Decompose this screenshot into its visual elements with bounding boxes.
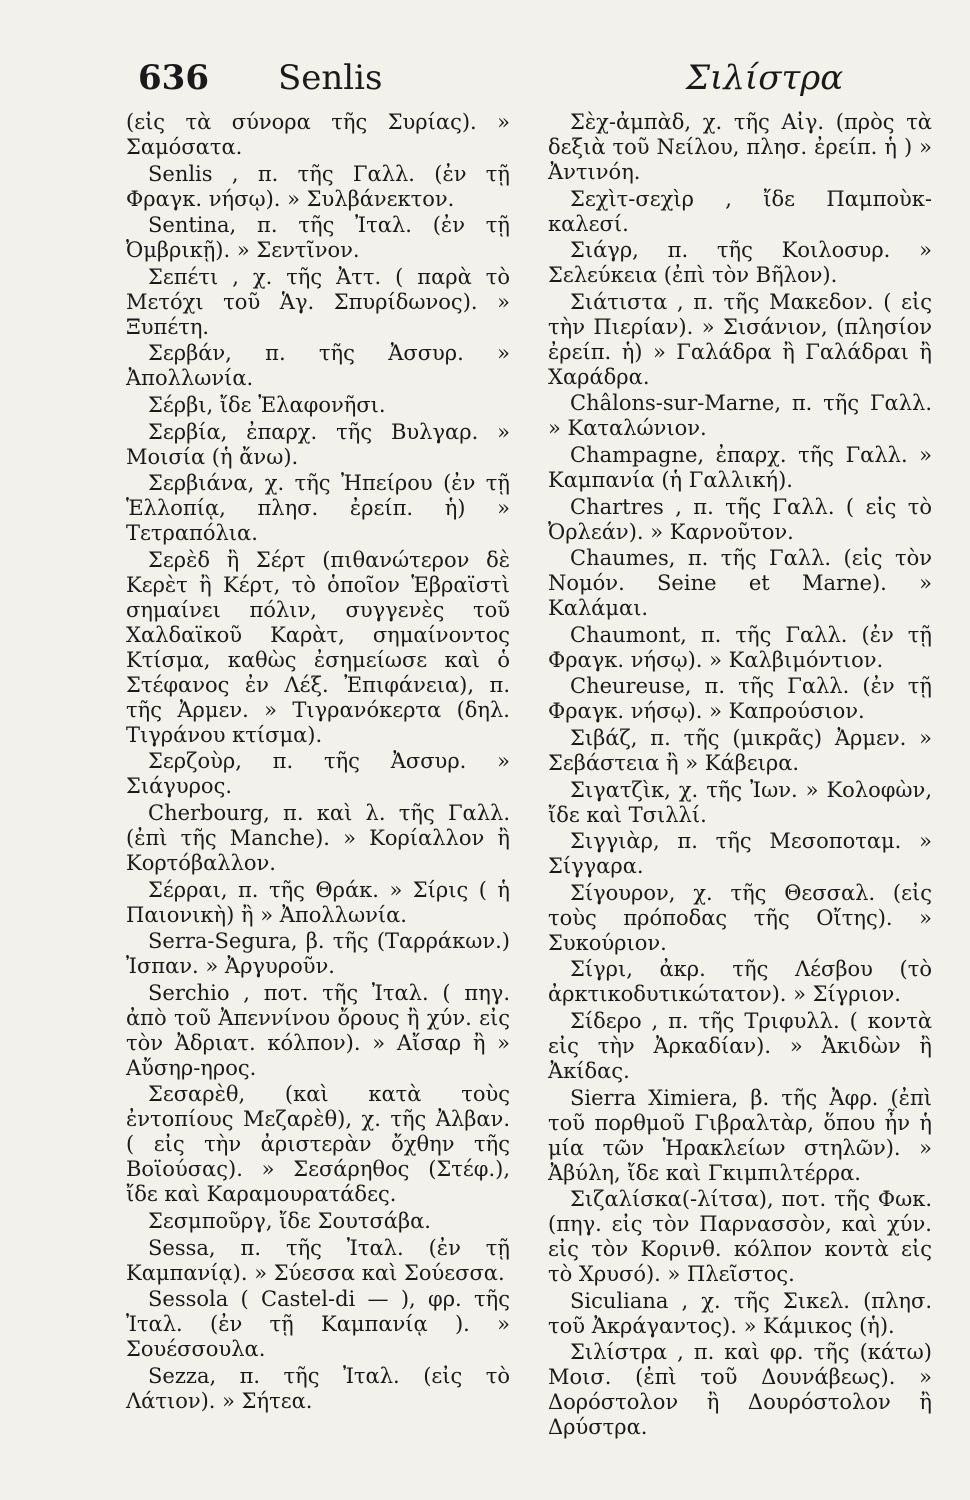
entry: Σίδερο , π. τῆς Τριφυλλ. ( κοντὰ εἰς τὴν Ἀρκαδίαν). » Ἀκιδὼν ἢ Ἀκίδας.: [548, 1008, 932, 1083]
entry: Σὲχ-ἀμπὰδ, χ. τῆς Αἰγ. (πρὸς τὰ δεξιὰ τοῦ Νείλου, πλησ. ἐρείπ. ἡ ) » Ἀντινόη.: [548, 110, 932, 184]
entry: Chaumes, π. τῆς Γαλλ. (εἰς τὸν Νομόν. Seine et Marne). » Καλάμαι.: [548, 546, 932, 621]
entry: Σεσαρὲθ, (καὶ κατὰ τοὺς ἐντοπίους Μεζαρὲθ), χ. τῆς Ἀλβαν. ( εἰς τὴν ἀριστερὰν ὄχθην τῆς Βοϊούσας). » Σεσάρηθος (Στέφ.), ἴδε καὶ Καραμουρατάδες.: [126, 1082, 510, 1207]
entry: Champagne, ἐπαρχ. τῆς Γαλλ. » Καμπανία (ἡ Γαλλική).: [548, 442, 932, 492]
entry: Σεσμποῦργ, ἴδε Σουτσάβα.: [148, 1208, 431, 1233]
left-column: [126, 110, 510, 1442]
entry: (εἰς τὰ σύνορα τῆς Συρίας). » Σαμόσατα.: [126, 110, 510, 159]
entry: Σιβάζ, π. τῆς (μικρᾶς) Ἀρμεν. » Σεβάστεια ἢ » Κάβειρα.: [548, 725, 932, 775]
entry: Sezza, π. τῆς Ἰταλ. (εἰς τὸ Λάτιον). » Σήτεα.: [126, 1363, 510, 1413]
entry: Σέρραι, π. τῆς Θράκ. » Σίρις ( ἡ Παιονικὴ) ἢ » Ἀπολλωνία.: [126, 877, 510, 927]
entry: Sessola ( Castel-di — ), φρ. τῆς Ἰταλ. (ἐν τῇ Καμπανίᾳ ). » Σουέσσουλα.: [126, 1287, 510, 1362]
entry: Σίγουρον, χ. τῆς Θεσσαλ. (εἰς τοὺς πρόποδας τῆς Οἴτης). » Συκούριον.: [548, 880, 932, 955]
entry: Σερβία, ἐπαρχ. τῆς Βυλγαρ. » Μοισία (ἡ ἄνω).: [126, 419, 510, 469]
page-number: 636: [138, 58, 209, 98]
entry: Sessa, π. τῆς Ἰταλ. (ἐν τῇ Καμπανίᾳ). » Σύεσσα καὶ Σούεσσα.: [126, 1235, 510, 1285]
entry: Sierra Ximiera, β. τῆς Ἀφρ. (ἐπὶ τοῦ πορθμοῦ Γιβραλτὰρ, ὅπου ἦν ἡ μία τῶν Ἡρακλείων στηλῶν). » Ἀβύλη, ἴδε καὶ Γκιμπιλτέρρα.: [548, 1085, 932, 1185]
entry: Serra-Segura, β. τῆς (Ταρράκων.) Ἰσπαν. » Ἀργυροῦν.: [126, 929, 510, 979]
entry: Σιγγιὰρ, π. τῆς Μεσοποταμ. » Σίγγαρα.: [548, 829, 932, 879]
entry: Σερβιάνα, χ. τῆς Ἠπείρου (ἐν τῇ Ἑλλοπίᾳ, πλησ. ἐρείπ. ἡ) » Τετραπόλια.: [126, 471, 510, 546]
entry: Σερζοὺρ, π. τῆς Ἀσσυρ. » Σιάγυρος.: [126, 749, 510, 799]
page-header: [126, 52, 932, 104]
entry: Σίγρι, ἀκρ. τῆς Λέσβου (τὸ ἀρκτικοδυτικώτατον). » Σίγριον.: [548, 957, 932, 1007]
entry: Σιάτιστα , π. τῆς Μακεδον. ( εἰς τὴν Πιερίαν). » Σισάνιον, (πλησίον ἐρείπ. ἡ) » Γαλάδρα ἢ Γαλάδραι ἢ Χαράδρα.: [548, 289, 932, 389]
entry: Σιζαλίσκα(-λίτσα), ποτ. τῆς Φωκ. (πηγ. εἰς τὸν Παρνασσὸν, καὶ χύν. εἰς τὸν Κορινθ. κόλπον κοντὰ εἰς τὸ Χρυσό). » Πλεῖστος.: [548, 1187, 932, 1287]
entry: Σερὲδ ἢ Σέρτ (πιθανώτερον δὲ Κερὲτ ἢ Κέρτ, τὸ ὁποῖον Ἑβραϊστὶ σημαίνει πόλιν, συγγενὲς τοῦ Χαλδαϊκοῦ Καρὰτ, σημαίνοντος Κτίσμα, καθὼς ἐσημείωσε καὶ ὁ Στέφανος ἐν Λέξ. Ἐπιφάνεια), π. τῆς Ἀρμεν. » Τιγρανόκερτα (δηλ. Τιγράνου κτίσμα).: [126, 547, 510, 747]
left-headword: Senlis: [278, 58, 383, 98]
entry: Σιάγρ, π. τῆς Κοιλοσυρ. » Σελεύκεια (ἐπὶ τὸν Βῆλον).: [548, 238, 932, 288]
entry: Cherbourg, π. καὶ λ. τῆς Γαλλ. (ἐπὶ τῆς Manche). » Κορίαλλον ἢ Κορτόβαλλον.: [126, 800, 510, 875]
entry: Σεχὶτ-σεχὶρ , ἴδε Παμποὺκ-καλεσί.: [548, 186, 932, 236]
entry: Chartres , π. τῆς Γαλλ. ( εἰς τὸ Ὀρλεάν). » Καρνοῦτον.: [548, 494, 932, 544]
entry: Siculiana , χ. τῆς Σικελ. (πλησ. τοῦ Ἀκράγαντος). » Κάμικος (ἡ).: [548, 1288, 932, 1338]
right-headword: Σιλίστρα: [686, 58, 844, 98]
right-column: [548, 110, 932, 1442]
text-columns: [126, 110, 932, 1442]
entry: Châlons-sur-Marne, π. τῆς Γαλλ. » Καταλώνιον.: [548, 391, 932, 441]
entry: Chaumont, π. τῆς Γαλλ. (ἐν τῇ Φραγκ. νήσῳ). » Καλβιμόντιον.: [548, 622, 932, 672]
entry: Serchio , ποτ. τῆς Ἰταλ. ( πηγ. ἀπὸ τοῦ Ἀπεννίνου ὄρους ἢ χύν. εἰς τὸν Ἀδριατ. κόλπον). » Αἴσαρ ἢ » Αὔσηρ-ηρος.: [126, 980, 510, 1080]
entry: Senlis , π. τῆς Γαλλ. (ἐν τῇ Φραγκ. νήσῳ). » Συλβάνεκτον.: [126, 161, 510, 211]
entry: Σερβάν, π. τῆς Ἀσσυρ. » Ἀπολλωνία.: [126, 341, 510, 391]
entry: Σεπέτι , χ. τῆς Ἀττ. ( παρὰ τὸ Μετόχι τοῦ Ἁγ. Σπυρίδωνος). » Ξυπέτη.: [126, 264, 510, 339]
entry: Cheureuse, π. τῆς Γαλλ. (ἐν τῇ Φραγκ. νήσῳ). » Καπρούσιον.: [548, 674, 932, 724]
entry: Sentina, π. τῆς Ἰταλ. (ἐν τῇ Ὀμβρικῇ). » Σεντῖνον.: [126, 213, 510, 263]
entry: Σιλίστρα , π. καὶ φρ. τῆς (κάτω) Μοισ. (ἐπὶ τοῦ Δουνάβεως). » Δορόστολον ἢ Δουρόστολον ἢ Δρύστρα.: [548, 1340, 932, 1440]
entry: Σιγατζὶκ, χ. τῆς Ἰων. » Κολοφὼν, ἴδε καὶ Τσιλλί.: [548, 777, 932, 827]
entry: Σέρβι, ἴδε Ἐλαφονῆσι.: [148, 392, 386, 417]
